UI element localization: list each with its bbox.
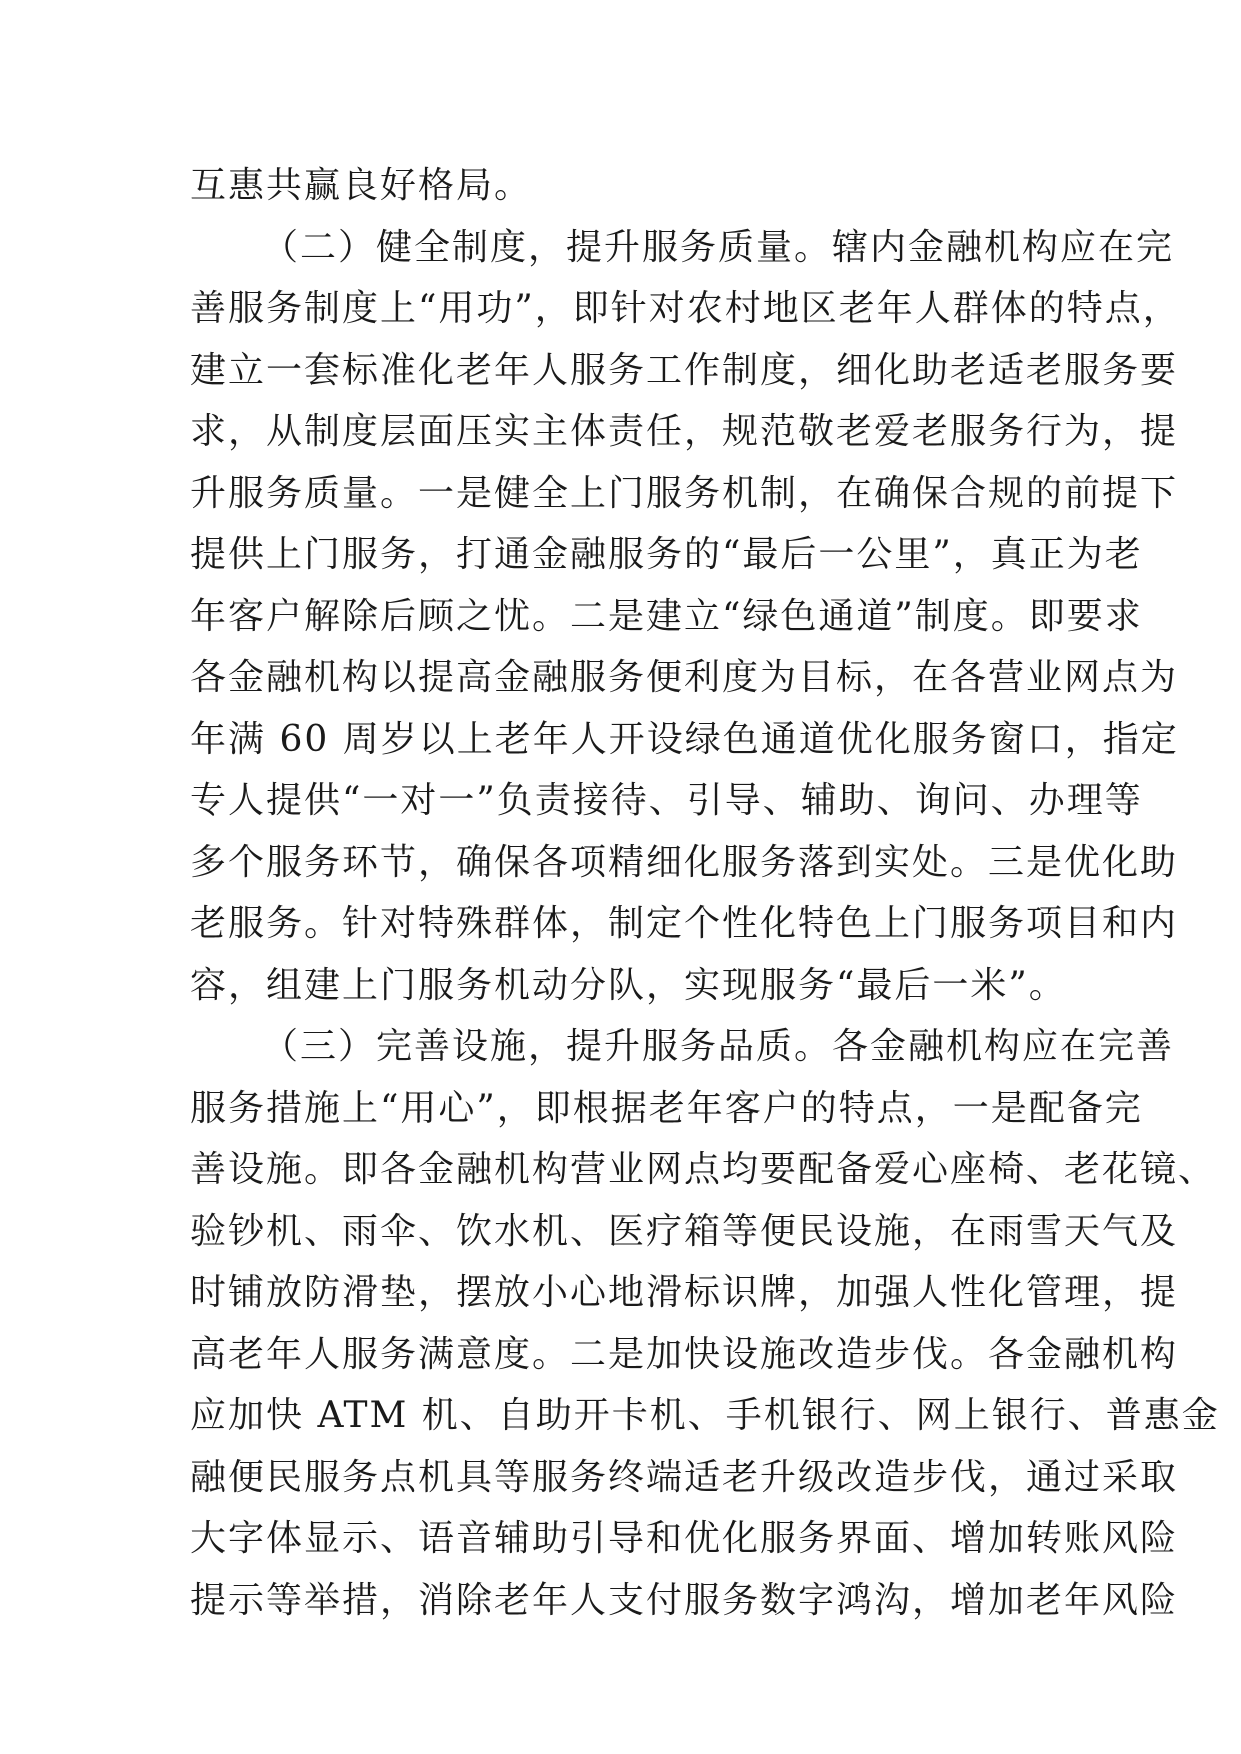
text-line: 年满 60 周岁以上老年人开设绿色通道优化服务窗口，指定: [190, 718, 1179, 760]
text-line: 高老年人服务满意度。二是加快设施改造步伐。各金融机构: [190, 1333, 1179, 1375]
text-line: 求，从制度层面压实主体责任，规范敬老爱老服务行为，提: [190, 411, 1179, 452]
text-line: 应加快 ATM 机、自助开卡机、手机银行、网上银行、普惠金: [190, 1395, 1220, 1436]
text-line: 专人提供“一对一”负责接待、引导、辅助、询问、办理等: [190, 780, 1143, 821]
text-line: 多个服务环节，确保各项精细化服务落到实处。三是优化助: [190, 841, 1179, 883]
text-line: 升服务质量。一是健全上门服务机制，在确保合规的前提下: [190, 472, 1179, 514]
text-line: 善服务制度上“用功”，即针对农村地区老年人群体的特点，: [190, 288, 1181, 329]
text-line: 各金融机构以提高金融服务便利度为目标，在各营业网点为: [190, 657, 1179, 698]
text-line: 融便民服务点机具等服务终端适老升级改造步伐，通过采取: [190, 1456, 1179, 1498]
text-line: 互惠共赢良好格局。: [190, 165, 533, 206]
text-line: 服务措施上“用心”，即根据老年客户的特点，一是配备完: [190, 1087, 1143, 1129]
text-line: 大字体显示、语音辅助引导和优化服务界面、增加转账风险: [190, 1518, 1179, 1559]
text-line: 时铺放防滑垫，摆放小心地滑标识牌，加强人性化管理，提: [190, 1272, 1179, 1313]
text-line: 建立一套标准化老年人服务工作制度，细化助老适老服务要: [190, 349, 1179, 391]
text-line: 容，组建上门服务机动分队，实现服务“最后一米”。: [190, 964, 1067, 1006]
text-line: 提供上门服务，打通金融服务的“最后一公里”，真正为老: [190, 534, 1143, 575]
text-line: 善设施。即各金融机构营业网点均要配备爱心座椅、老花镜、: [190, 1149, 1217, 1190]
text-line: 验钞机、雨伞、饮水机、医疗箱等便民设施，在雨雪天气及: [190, 1210, 1179, 1252]
text-line: 老服务。针对特殊群体，制定个性化特色上门服务项目和内: [190, 903, 1179, 944]
paragraph-heading-line: （二）健全制度，提升服务质量。辖内金融机构应在完: [262, 226, 1175, 268]
text-line: 提示等举措，消除老年人支付服务数字鸿沟，增加老年风险: [190, 1579, 1179, 1621]
body-text: [190, 155, 1220, 1631]
text-line: 年客户解除后顾之忧。二是建立“绿色通道”制度。即要求: [190, 595, 1143, 637]
paragraph-heading-line: （三）完善设施，提升服务品质。各金融机构应在完善: [262, 1026, 1175, 1067]
